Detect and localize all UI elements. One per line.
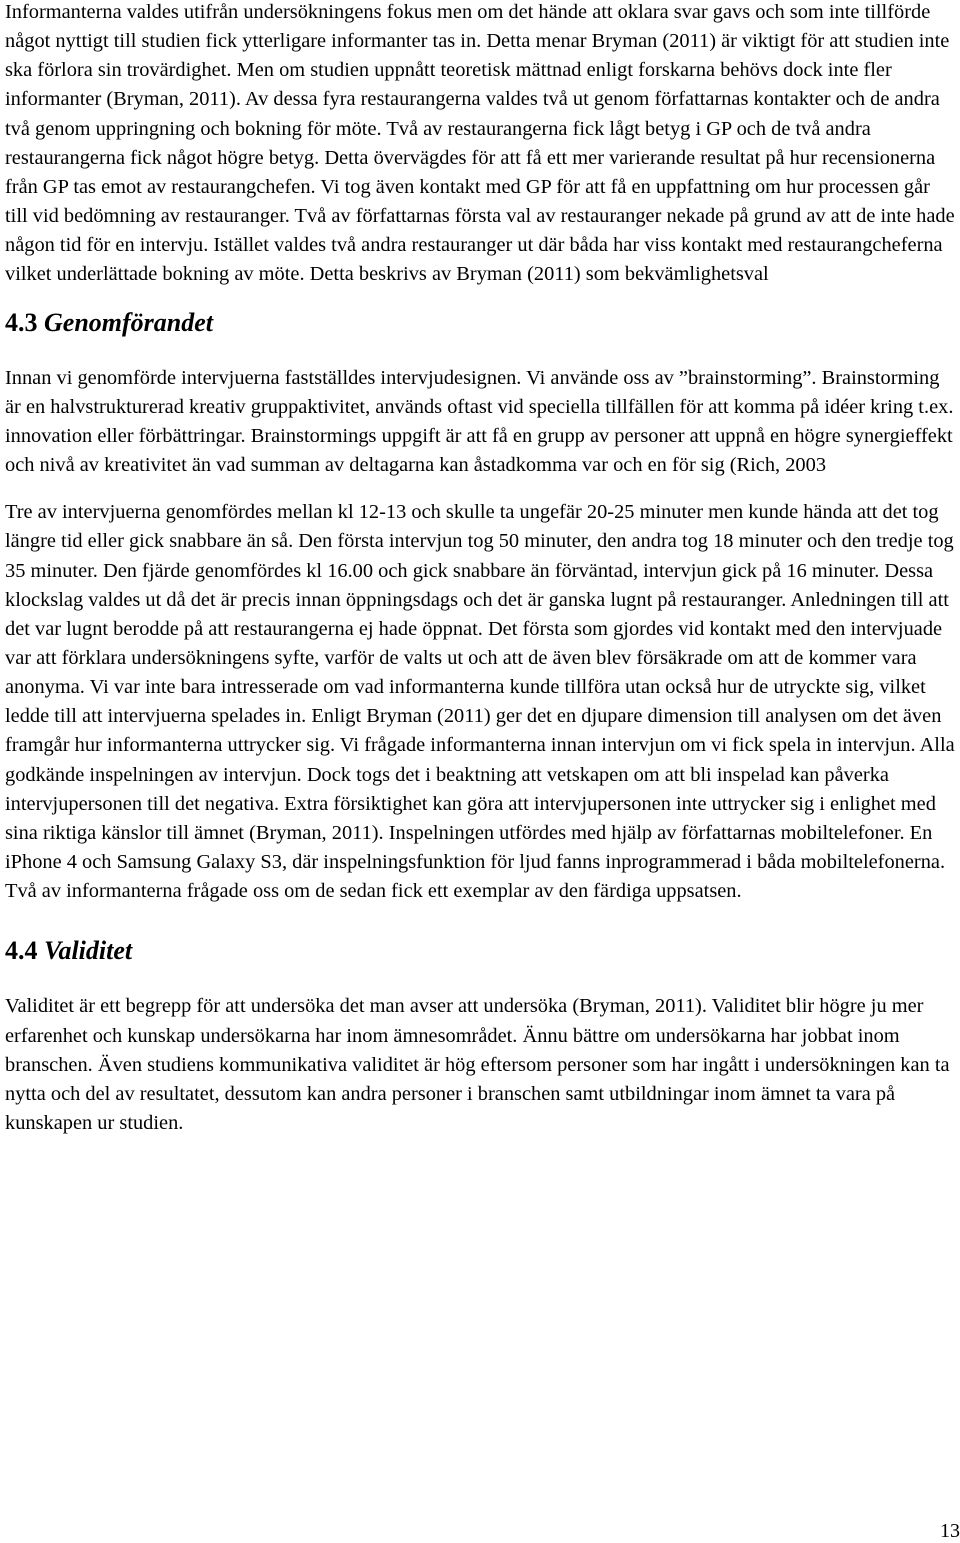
page-number: 13 (940, 1520, 960, 1542)
section-heading-validitet (5, 936, 957, 966)
validitet-paragraph-1: Validitet är ett begrepp för att undersöka det man avser att undersöka (Bryman, 2011). Validitet blir högre ju mer erfarenhet och kunskap undersökarna har inom ämnesområdet. Ännu bättre om undersökarna har jobbat inom branschen. Även studiens kommunikativa validitet är hög eftersom personer som har ingått i undersökningen kan ta nytta och del av resultatet, dessutom kan andra personer i branschen samt utbildningar inom ämnet ta vara på kunskapen ur studien. (5, 995, 950, 1134)
section-heading-genomforandet (5, 308, 957, 338)
section-number: 4.4 (5, 936, 38, 966)
genomforandet-paragraph-1: Innan vi genomförde intervjuerna fastställdes intervjudesignen. Vi använde oss av ”brainstorming”. Brainstorming är en halvstrukturerad kreativ gruppaktivitet, används oftast vid speciella tillfällen för att komma på idéer kring t.ex. innovation eller förbättringar. Brainstormings uppgift är att få en grupp av personer att uppnå en högre synergieffekt och nivå av kreativitet än vad summan av deltagarna kan åstadkomma var och en för sig (Rich, 2003 (5, 366, 954, 477)
genomforandet-paragraph-2: Tre av intervjuerna genomfördes mellan kl 12-13 och skulle ta ungefär 20-25 minuter men kunde hända att det tog längre tid eller gick snabbare än så. Den första intervjun tog 50 minuter, den andra tog 18 minuter och den tredje tog 35 minuter. Den fjärde genomfördes kl 16.00 och gick snabbare än förväntad, intervjun gick på 16 minuter. Dessa klockslag valdes ut då det är precis innan öppningsdags och det är ganska lugnt på restauranger. Anledningen till att det var lugnt berodde på att restaurangerna ej hade öppnat. Det första som gjordes vid kontakt med den intervjuade var att förklara undersökningens syfte, varför de valts ut och att de även blev försäkrade om att de kommer vara anonyma. Vi var inte bara intresserade om vad informanterna kunde tillföra utan också hur de utryckte sig, vilket ledde till att intervjuerna spelades in. Enligt Bryman (2011) ger det en djupare dimension till analysen om det även framgår hur informanterna uttrycker sig. Vi frågade informanterna innan intervjun om vi fick spela in intervjun. Alla godkände inspelningen av intervjun. Dock togs det i beaktning att vetskapen om att bli inspelad kan påverka intervjupersonen till det negativa. Extra försiktighet kan göra att intervjupersonen inte uttrycker sig i enlighet med sina riktiga känslor till ämnet (Bryman, 2011). Inspelningen utfördes med hjälp av författarnas mobiltelefoner. En iPhone 4 och Samsung Galaxy S3, där inspelningsfunktion för ljud fanns inprogrammerad i båda mobiltelefonerna. Två av informanterna frågade oss om de sedan fick ett exemplar av den färdiga uppsatsen. (5, 501, 955, 903)
section-title: Validitet (44, 936, 133, 966)
section-number: 4.3 (5, 307, 38, 337)
section-title: Genomförandet (44, 307, 213, 337)
intro-paragraph: Informanterna valdes utifrån undersökningens fokus men om det hände att oklara svar gavs och som inte tillförde något nyttigt till studien fick ytterligare informanter tas in. Detta menar Bryman (2011) är viktigt för att studien inte ska förlora sin trovärdighet. Men om studien uppnått teoretisk mättnad enligt forskarna behövs dock inte fler informanter (Bryman, 2011). Av dessa fyra restaurangerna valdes två ut genom författarnas kontakter och de andra två genom uppringning och bokning för möte. Två av restaurangerna fick lågt betyg i GP och de två andra restaurangerna fick något högre betyg. Detta övervägdes för att få ett mer varierande resultat på hur recensionerna från GP tas emot av restaurangchefen. Vi tog även kontakt med GP för att få en uppfattning om hur processen går till vid bedömning av restauranger. Två av författarnas första val av restauranger nekade på grund av att de inte hade någon tid för en intervju. Istället valdes två andra restauranger ut där båda har viss kontakt med restaurangcheferna vilket underlättade bokning av möte. Detta beskrivs av Bryman (2011) som bekvämlighetsval (5, 1, 955, 286)
document-page (5, 0, 957, 1138)
